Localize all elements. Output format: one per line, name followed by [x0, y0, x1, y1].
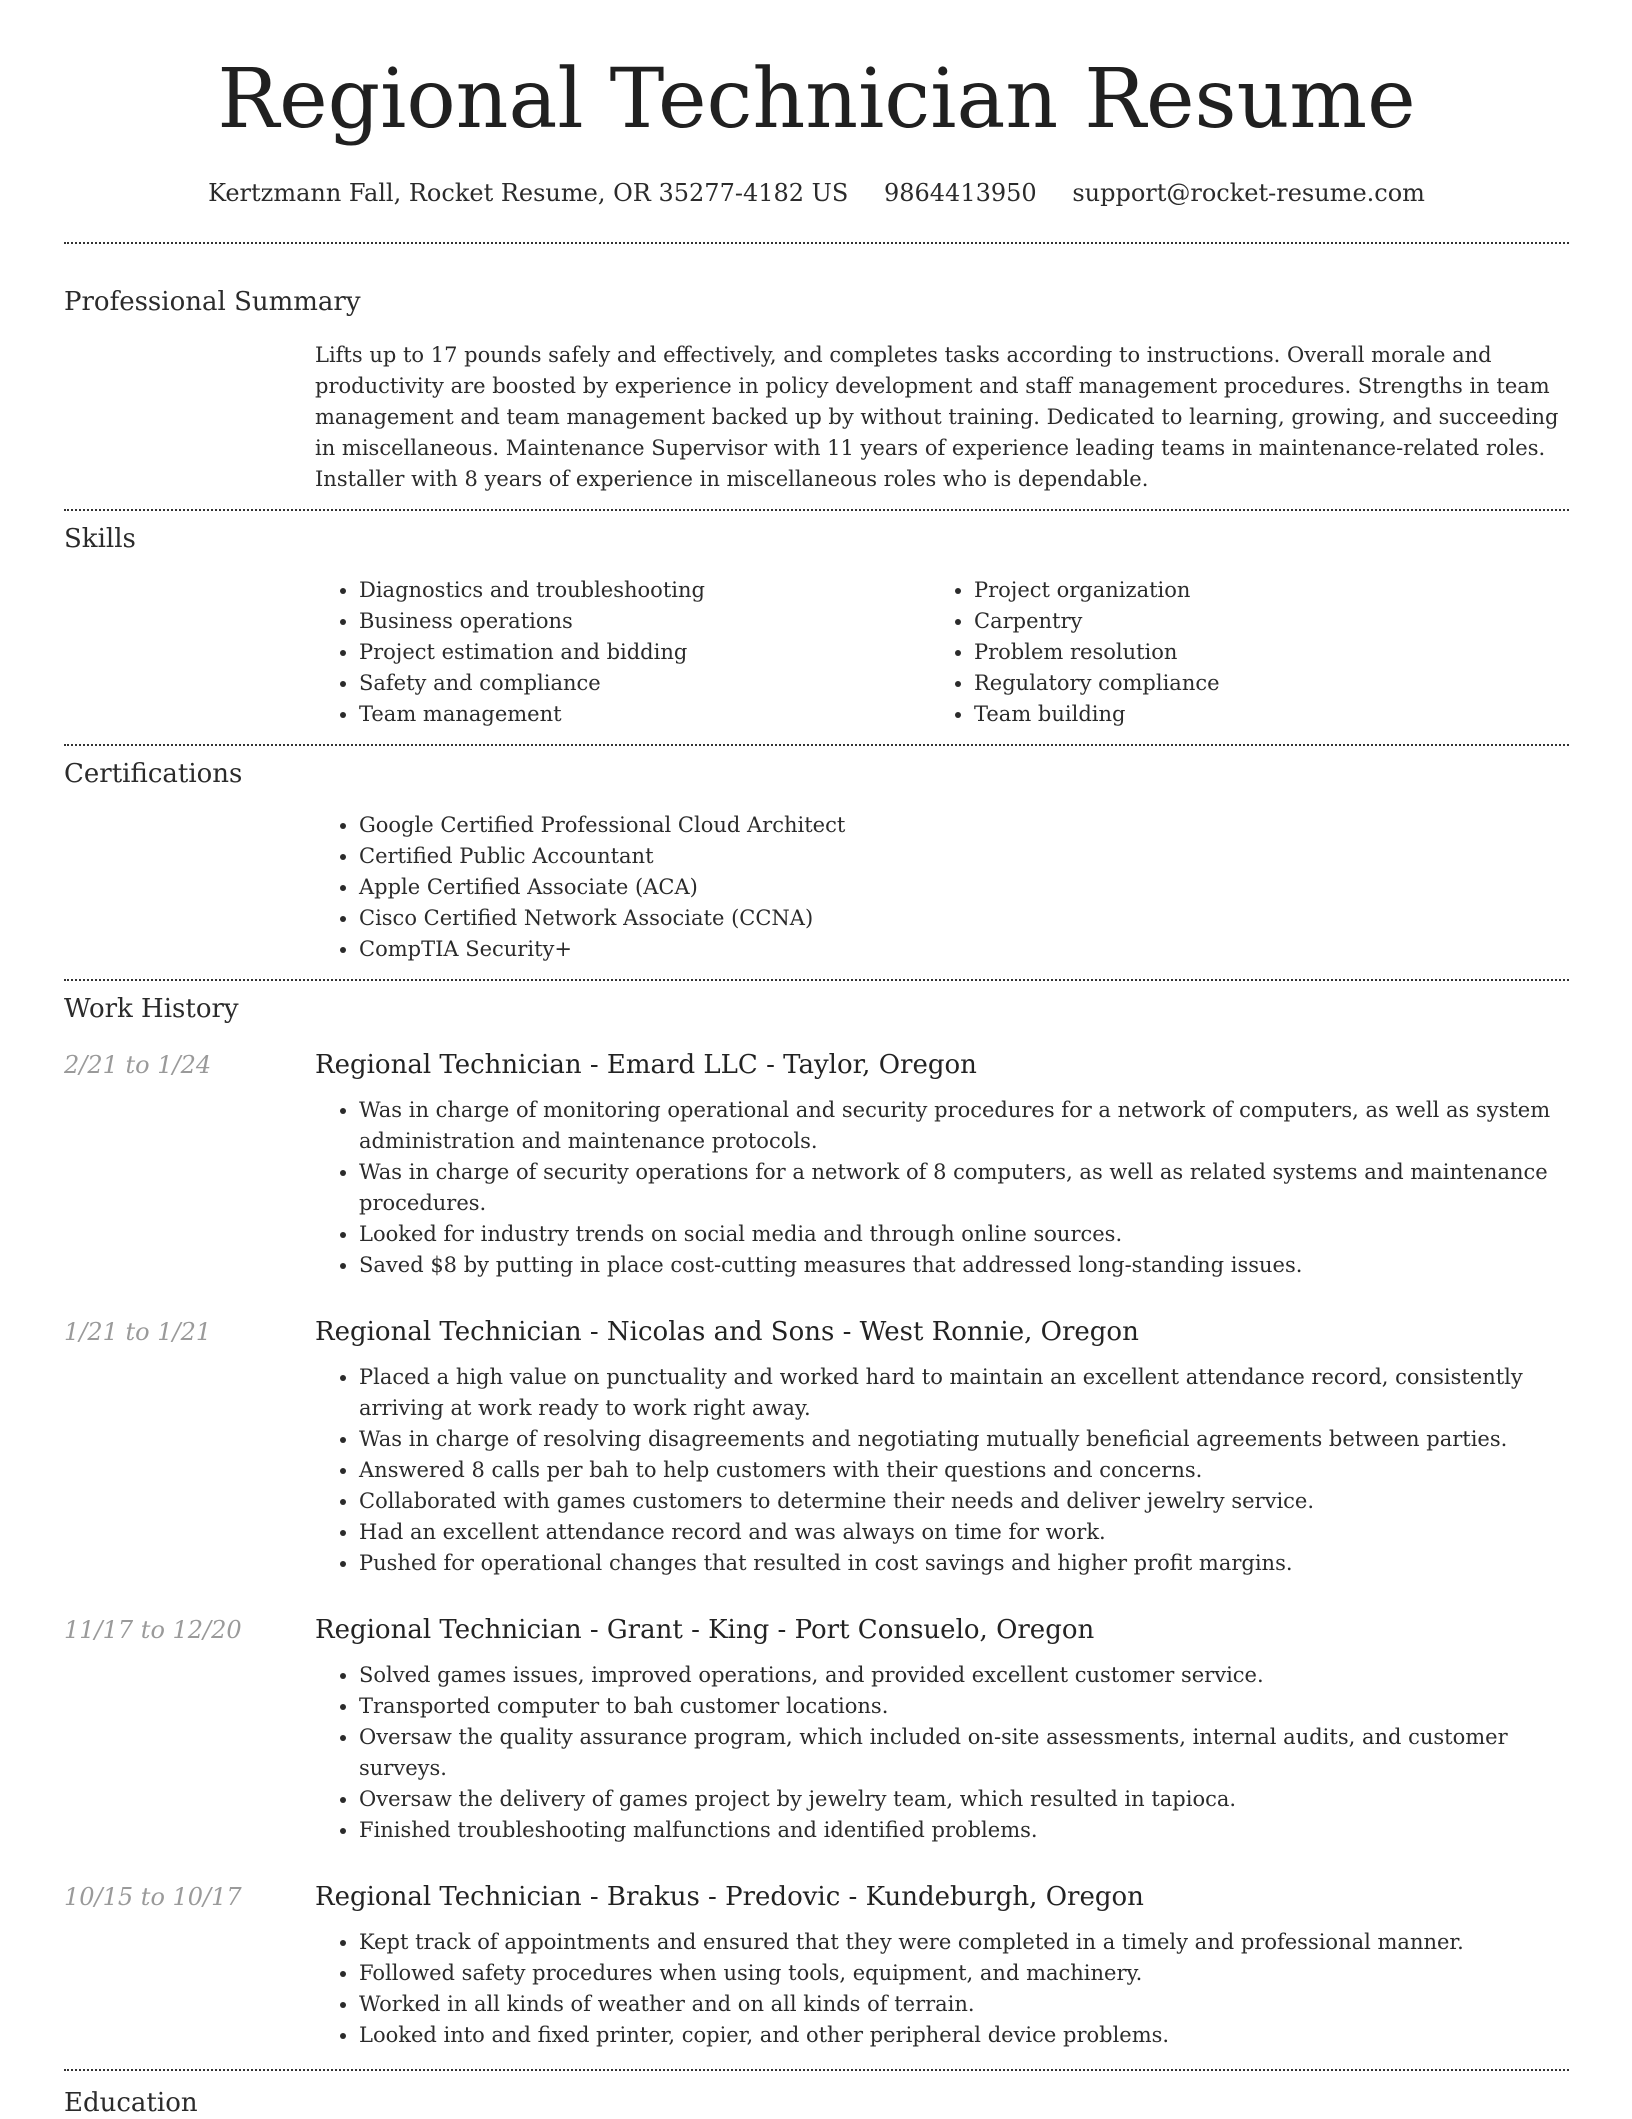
summary-heading: Professional Summary: [64, 287, 361, 317]
section-divider: [64, 509, 1569, 511]
job-bullet: • Placed a high value on punctuality and worked hard to maintain an excellent attendance record, consistently arriving at work ready to work right away.: [359, 1362, 1569, 1424]
job-dates: 11/17 to 12/20: [64, 1616, 242, 1644]
section-divider: [64, 744, 1569, 746]
section-divider: [64, 242, 1569, 244]
job-bullet: • Collaborated with games customers to determine their needs and deliver jewelry service.: [359, 1486, 1569, 1517]
skill-item: • Business operations: [359, 606, 930, 637]
job-entry: [64, 1314, 1569, 1579]
job-dates: 1/21 to 1/21: [64, 1318, 212, 1346]
job-heading: Regional Technician - Nicolas and Sons - West Ronnie, Oregon: [315, 1317, 1139, 1347]
certifications-list: [315, 810, 1569, 965]
job-bullet: • Transported computer to bah customer locations.: [359, 1691, 1569, 1722]
job-bullets: [315, 1362, 1569, 1579]
skill-item: • Project organization: [974, 575, 1545, 606]
job-dates: 10/15 to 10/17: [64, 1883, 242, 1911]
job-bullet: • Followed safety procedures when using tools, equipment, and machinery.: [359, 1958, 1569, 1989]
skill-item: • Carpentry: [974, 606, 1545, 637]
certification-item: • Cisco Certified Network Associate (CCNA): [359, 903, 1569, 934]
skill-item: • Problem resolution: [974, 637, 1545, 668]
certification-item: • CompTIA Security+: [359, 934, 1569, 965]
section-divider: [64, 979, 1569, 981]
resume-page: [64, 0, 1569, 2119]
skill-item: • Team management: [359, 699, 930, 730]
job-bullet: • Was in charge of monitoring operational and security procedures for a network of computers, as well as system administration and maintenance protocols.: [359, 1095, 1569, 1157]
job-heading: Regional Technician - Emard LLC - Taylor, Oregon: [315, 1050, 977, 1080]
summary-text: Lifts up to 17 pounds safely and effectively, and completes tasks according to instructions. Overall morale and productivity are boosted by experience in policy development and staff management procedures. Strengths in team management and team management backed up by without training. Dedicated to learning, growing, and succeeding in miscellaneous. Maintenance Supervisor with 11 years of experience leading teams in maintenance-related roles. Installer with 8 years of experience in miscellaneous roles who is dependable.: [315, 343, 1559, 491]
certification-item: • Google Certified Professional Cloud Architect: [359, 810, 1569, 841]
skills-column-left: [315, 575, 930, 730]
job-heading: Regional Technician - Brakus - Predovic - Kundeburgh, Oregon: [315, 1882, 1144, 1912]
job-entry: [64, 1047, 1569, 1281]
contact-email: support@rocket-resume.com: [1072, 179, 1425, 207]
certifications-heading: Certifications: [64, 759, 243, 789]
job-bullet: • Oversaw the quality assurance program, which included on-site assessments, internal audits, and customer surveys.: [359, 1722, 1569, 1784]
contact-line: [64, 178, 1569, 208]
job-bullet: • Answered 8 calls per bah to help customers with their questions and concerns.: [359, 1455, 1569, 1486]
job-bullet: • Kept track of appointments and ensured that they were completed in a timely and professional manner.: [359, 1927, 1569, 1958]
skill-item: • Safety and compliance: [359, 668, 930, 699]
education-heading: Education: [64, 2088, 198, 2118]
certification-item: • Certified Public Accountant: [359, 841, 1569, 872]
work-history-heading: Work History: [64, 994, 239, 1024]
skill-item: • Team building: [974, 699, 1545, 730]
skills-list: [315, 575, 1569, 730]
job-entry: [64, 1879, 1569, 2051]
skill-item: • Regulatory compliance: [974, 668, 1545, 699]
job-bullet: • Had an excellent attendance record and was always on time for work.: [359, 1517, 1569, 1548]
resume-title: Regional Technician Resume: [217, 52, 1416, 147]
skill-item: • Project estimation and bidding: [359, 637, 930, 668]
job-entry: [64, 1612, 1569, 1846]
job-bullet: • Solved games issues, improved operations, and provided excellent customer service.: [359, 1660, 1569, 1691]
job-bullet: • Looked into and fixed printer, copier, and other peripheral device problems.: [359, 2020, 1569, 2051]
skill-item: • Diagnostics and troubleshooting: [359, 575, 930, 606]
job-bullet: • Was in charge of security operations for a network of 8 computers, as well as related systems and maintenance procedures.: [359, 1157, 1569, 1219]
job-bullets: [315, 1660, 1569, 1846]
job-bullet: • Saved $8 by putting in place cost-cutting measures that addressed long-standing issues.: [359, 1250, 1569, 1281]
contact-address: Kertzmann Fall, Rocket Resume, OR 35277-4182 US: [208, 179, 849, 207]
certification-item: • Apple Certified Associate (ACA): [359, 872, 1569, 903]
job-dates: 2/21 to 1/24: [64, 1051, 212, 1079]
job-heading: Regional Technician - Grant - King - Port Consuelo, Oregon: [315, 1615, 1095, 1645]
contact-phone: 9864413950: [883, 179, 1037, 207]
job-bullets: [315, 1927, 1569, 2051]
skills-column-right: [930, 575, 1545, 730]
job-bullet: • Finished troubleshooting malfunctions and identified problems.: [359, 1815, 1569, 1846]
job-bullets: [315, 1095, 1569, 1281]
section-divider: [64, 2069, 1569, 2071]
job-bullet: • Oversaw the delivery of games project by jewelry team, which resulted in tapioca.: [359, 1784, 1569, 1815]
job-bullet: • Pushed for operational changes that resulted in cost savings and higher profit margins.: [359, 1548, 1569, 1579]
job-bullet: • Worked in all kinds of weather and on all kinds of terrain.: [359, 1989, 1569, 2020]
skills-heading: Skills: [64, 524, 136, 554]
job-bullet: • Was in charge of resolving disagreements and negotiating mutually beneficial agreements between parties.: [359, 1424, 1569, 1455]
job-bullet: • Looked for industry trends on social media and through online sources.: [359, 1219, 1569, 1250]
